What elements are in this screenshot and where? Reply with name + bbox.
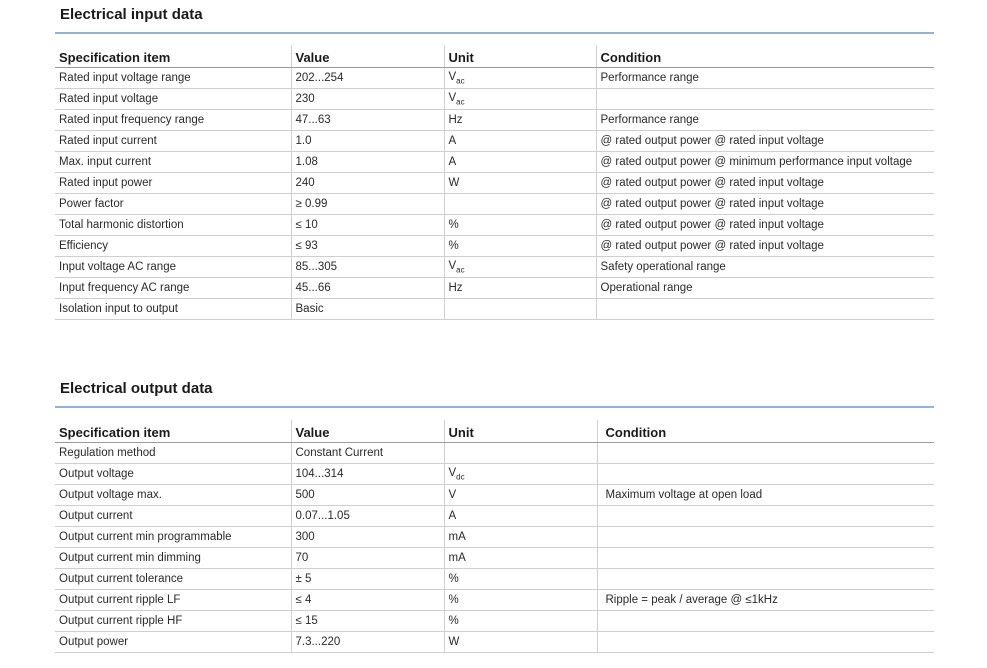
unit-cell: A (444, 131, 596, 152)
condition-cell: Safety operational range (596, 257, 934, 278)
condition-cell (597, 443, 934, 464)
spec-item-cell: Max. input current (55, 152, 291, 173)
column-header: Value (291, 420, 444, 443)
value-cell: 240 (291, 173, 444, 194)
unit-cell (444, 299, 596, 320)
value-cell: Basic (291, 299, 444, 320)
spec-item-cell: Output current (55, 506, 291, 527)
unit-subscript: dc (456, 472, 465, 482)
condition-cell: @ rated output power @ rated input voltage (596, 215, 934, 236)
value-cell: 202...254 (291, 68, 444, 89)
unit-cell: mA (444, 527, 597, 548)
value-cell: 47...63 (291, 110, 444, 131)
table-row (55, 569, 934, 590)
unit-cell: V (444, 485, 597, 506)
column-header: Value (291, 45, 444, 68)
table-row (55, 527, 934, 548)
condition-cell: @ rated output power @ minimum performance input voltage (596, 152, 934, 173)
table-row (55, 215, 934, 236)
value-cell: 500 (291, 485, 444, 506)
condition-cell (597, 548, 934, 569)
unit-subscript: ac (456, 76, 465, 86)
unit-cell: Hz (444, 110, 596, 131)
table-row (55, 278, 934, 299)
column-header: Specification item (55, 45, 291, 68)
table-row (55, 152, 934, 173)
table-row (55, 173, 934, 194)
condition-cell (596, 299, 934, 320)
condition-cell (597, 569, 934, 590)
unit-cell: W (444, 173, 596, 194)
condition-cell: Performance range (596, 110, 934, 131)
spec-item-cell: Power factor (55, 194, 291, 215)
column-header: Unit (444, 45, 596, 68)
value-cell: 230 (291, 89, 444, 110)
table-header-row (55, 45, 934, 68)
value-cell: 104...314 (291, 464, 444, 485)
spec-item-cell: Output current min dimming (55, 548, 291, 569)
section-rule (55, 32, 934, 34)
condition-cell: Operational range (596, 278, 934, 299)
spec-item-cell: Input voltage AC range (55, 257, 291, 278)
spec-item-cell: Rated input current (55, 131, 291, 152)
table-row (55, 443, 934, 464)
spec-item-cell: Output current ripple LF (55, 590, 291, 611)
value-cell: Constant Current (291, 443, 444, 464)
condition-cell (596, 89, 934, 110)
condition-cell (597, 611, 934, 632)
section-title: Electrical output data (60, 380, 213, 397)
spec-item-cell: Output power (55, 632, 291, 653)
unit-cell: A (444, 506, 597, 527)
section-rule (55, 406, 934, 408)
table-row (55, 257, 934, 278)
condition-cell: Ripple = peak / average @ ≤1kHz (597, 590, 934, 611)
value-cell: ≤ 10 (291, 215, 444, 236)
unit-cell: $V_{ac}$ (444, 257, 596, 278)
table-row (55, 131, 934, 152)
value-cell: ≤ 93 (291, 236, 444, 257)
table-row (55, 464, 934, 485)
spec-item-cell: Rated input voltage range (55, 68, 291, 89)
unit-cell: W (444, 632, 597, 653)
condition-cell: Performance range (596, 68, 934, 89)
spec-item-cell: Input frequency AC range (55, 278, 291, 299)
unit-cell: % (444, 611, 597, 632)
unit-cell (444, 443, 597, 464)
spec-item-cell: Regulation method (55, 443, 291, 464)
table-row (55, 632, 934, 653)
output-data-table (55, 420, 934, 653)
condition-cell: @ rated output power @ rated input voltage (596, 173, 934, 194)
unit-subscript: ac (456, 265, 465, 275)
column-header: Condition (596, 45, 934, 68)
unit-cell: $V_{dc}$ (444, 464, 597, 485)
unit-cell (444, 194, 596, 215)
table-row (55, 68, 934, 89)
value-cell: 70 (291, 548, 444, 569)
condition-cell (597, 527, 934, 548)
table-row (55, 485, 934, 506)
condition-cell: @ rated output power @ rated input voltage (596, 131, 934, 152)
table-row (55, 590, 934, 611)
condition-cell: Maximum voltage at open load (597, 485, 934, 506)
column-header: Specification item (55, 420, 291, 443)
table-row (55, 236, 934, 257)
unit-subscript: ac (456, 97, 465, 107)
condition-cell (597, 506, 934, 527)
spec-item-cell: Output current ripple HF (55, 611, 291, 632)
value-cell: ± 5 (291, 569, 444, 590)
value-cell: 7.3...220 (291, 632, 444, 653)
spec-item-cell: Isolation input to output (55, 299, 291, 320)
value-cell: 300 (291, 527, 444, 548)
section-title: Electrical input data (60, 6, 203, 23)
table-row (55, 299, 934, 320)
spec-item-cell: Output current min programmable (55, 527, 291, 548)
condition-cell: @ rated output power @ rated input voltage (596, 194, 934, 215)
spec-item-cell: Output voltage max. (55, 485, 291, 506)
unit-cell: % (444, 215, 596, 236)
value-cell: ≤ 15 (291, 611, 444, 632)
spec-item-cell: Output current tolerance (55, 569, 291, 590)
unit-cell: $V_{ac}$ (444, 68, 596, 89)
spec-item-cell: Rated input voltage (55, 89, 291, 110)
table-row (55, 548, 934, 569)
condition-cell (597, 632, 934, 653)
value-cell: 0.07...1.05 (291, 506, 444, 527)
table-row (55, 89, 934, 110)
table-header-row (55, 420, 934, 443)
value-cell: 45...66 (291, 278, 444, 299)
unit-cell: % (444, 590, 597, 611)
table-row (55, 611, 934, 632)
unit-cell: $V_{ac}$ (444, 89, 596, 110)
spec-item-cell: Efficiency (55, 236, 291, 257)
table-row (55, 506, 934, 527)
input-data-table (55, 45, 934, 320)
value-cell: 85...305 (291, 257, 444, 278)
spec-item-cell: Rated input power (55, 173, 291, 194)
spec-item-cell: Rated input frequency range (55, 110, 291, 131)
value-cell: 1.0 (291, 131, 444, 152)
column-header: Unit (444, 420, 597, 443)
unit-cell: % (444, 236, 596, 257)
condition-cell: @ rated output power @ rated input voltage (596, 236, 934, 257)
unit-cell: Hz (444, 278, 596, 299)
value-cell: 1.08 (291, 152, 444, 173)
unit-cell: mA (444, 548, 597, 569)
unit-cell: % (444, 569, 597, 590)
spec-item-cell: Total harmonic distortion (55, 215, 291, 236)
table-row (55, 110, 934, 131)
table-row (55, 194, 934, 215)
unit-cell: A (444, 152, 596, 173)
value-cell: ≥ 0.99 (291, 194, 444, 215)
value-cell: ≤ 4 (291, 590, 444, 611)
column-header: Condition (597, 420, 934, 443)
condition-cell (597, 464, 934, 485)
spec-item-cell: Output voltage (55, 464, 291, 485)
